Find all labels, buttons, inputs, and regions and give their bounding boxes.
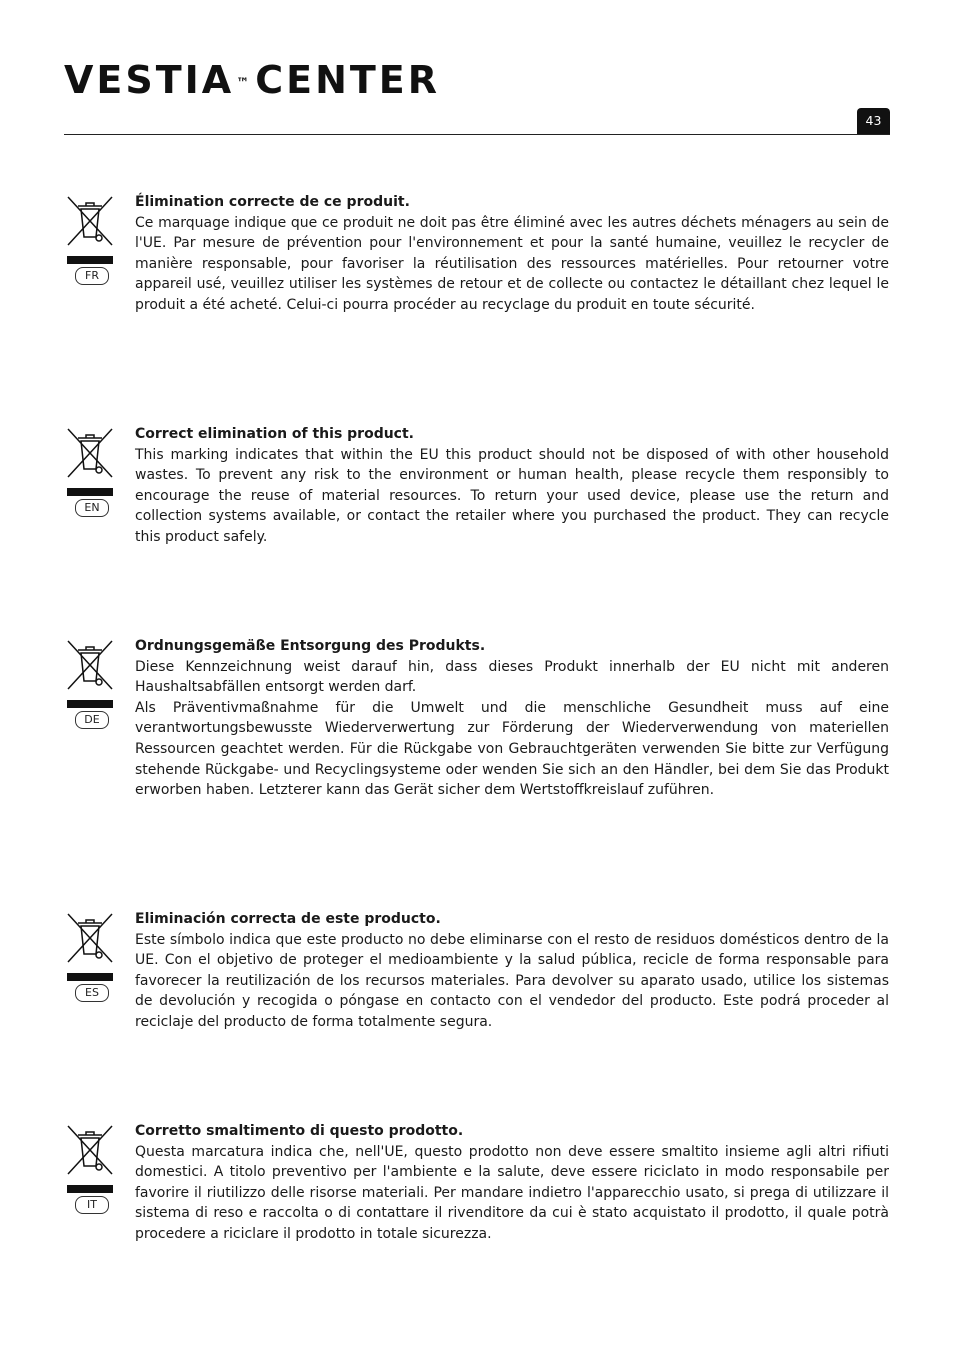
section-text [135,1121,889,1245]
section-heading: Ordnungsgemäße Entsorgung des Produkts. [135,638,486,654]
symbol-column [64,426,116,517]
section-heading: Corretto smaltimento di questo prodotto. [135,1123,464,1139]
section-heading: Correct elimination of this product. [135,426,414,442]
weee-crossed-bin-icon [64,638,116,690]
header-divider [64,134,890,135]
symbol-column [64,194,116,285]
section-text [135,636,889,801]
language-badge: EN [75,499,109,517]
section-paragraph: This marking indicates that within the EU this product should not be disposed of with other household wastes. To prevent any risk to the environment or human health, please recycle them responsibly to encourage the reuse of material resources. To return your used device, please use the return and collection systems available, or contact the retailer where you purchased the product. They can recycle this product safely. [135,446,889,545]
language-bar [67,488,113,496]
section-paragraph: Questa marcatura indica che, nell'UE, questo prodotto non deve essere smaltito insieme agli altri rifiuti domestici. A titolo preventivo per l'ambiente e la salute, deve essere riciclato in modo responsabile per favorire il riutilizzo delle risorse materiali. Per mandare indietro l'apparecchio usato, si prega di utilizzare il sistema di reso e raccolta o di contattare il rivenditore da cui è stato acquistato il prodotto, il quale potrà procedere a riciclare il prodotto in totale sicurezza. [135,1143,889,1242]
section-paragraph: Ce marquage indique que ce produit ne doit pas être éliminé avec les autres déchets ménagers au sein de l'UE. Par mesure de prévention pour l'environnement et pour la santé humaine, veuillez le recycler de manière responsable, pour favoriser la réutilisation des ressources matérielles. Pour retourner votre appareil usé, veuillez utiliser les systèmes de retour et de collecte ou contactez le détaillant chez lequel le produit a été acheté. Celui-ci pourra procéder au recyclage du produit en toute sécurité. [135,214,889,313]
language-bar [67,973,113,981]
section-heading: Élimination correcte de ce produit. [135,194,410,210]
language-badge: DE [75,711,109,729]
language-badge: ES [75,984,109,1002]
title-suffix: CENTER [255,58,441,102]
page-title [64,56,440,104]
section-paragraph: Diese Kennzeichnung weist darauf hin, dass dieses Produkt innerhalb der EU nicht mit anderen Haushaltsabfällen entsorgt werden darf. [135,658,889,696]
section-paragraph: Este símbolo indica que este producto no debe eliminarse con el resto de residuos domésticos dentro de la UE. Con el objetivo de proteger el medioambiente y la salud pública, recicle de forma responsable para favorecer la reutilización de los recursos materiales. Para devolver su aparato usado, utilice los sistemas de devolución y recogida o póngase en contacto con el vendedor del producto. Este podrá proceder al reciclaje del producto de forma totalmente segura. [135,931,889,1030]
language-badge: FR [75,267,109,285]
section-text [135,909,889,1033]
section-text [135,424,889,548]
language-badge: IT [75,1196,109,1214]
symbol-column [64,1123,116,1214]
trademark-symbol: ™ [236,76,250,91]
section-paragraph: Als Präventivmaßnahme für die Umwelt und die menschliche Gesundheit muss auf eine verantwortungsbewusste Wiederverwertung zur Förderung der Wiederverwendung von materiellen Ressourcen geachtet werden. Für die Rückgabe von Gebrauchtgeräten verwenden Sie bitte zur Verfügung stehende Rückgabe- und Recyclingsysteme oder wenden Sie sich an den Händler, bei dem Sie das Produkt erworben haben. Letzterer kann das Gerät sicher dem Wertstoffkreislauf zuführen. [135,699,889,799]
section-text [135,192,889,316]
language-bar [67,1185,113,1193]
brand-name: VESTIA [64,58,235,102]
symbol-column [64,638,116,729]
language-bar [67,256,113,264]
section-heading: Eliminación correcta de este producto. [135,911,441,927]
symbol-column [64,911,116,1002]
page-number-tab: 43 [857,108,890,134]
weee-crossed-bin-icon [64,194,116,246]
language-bar [67,700,113,708]
weee-crossed-bin-icon [64,911,116,963]
weee-crossed-bin-icon [64,1123,116,1175]
weee-crossed-bin-icon [64,426,116,478]
